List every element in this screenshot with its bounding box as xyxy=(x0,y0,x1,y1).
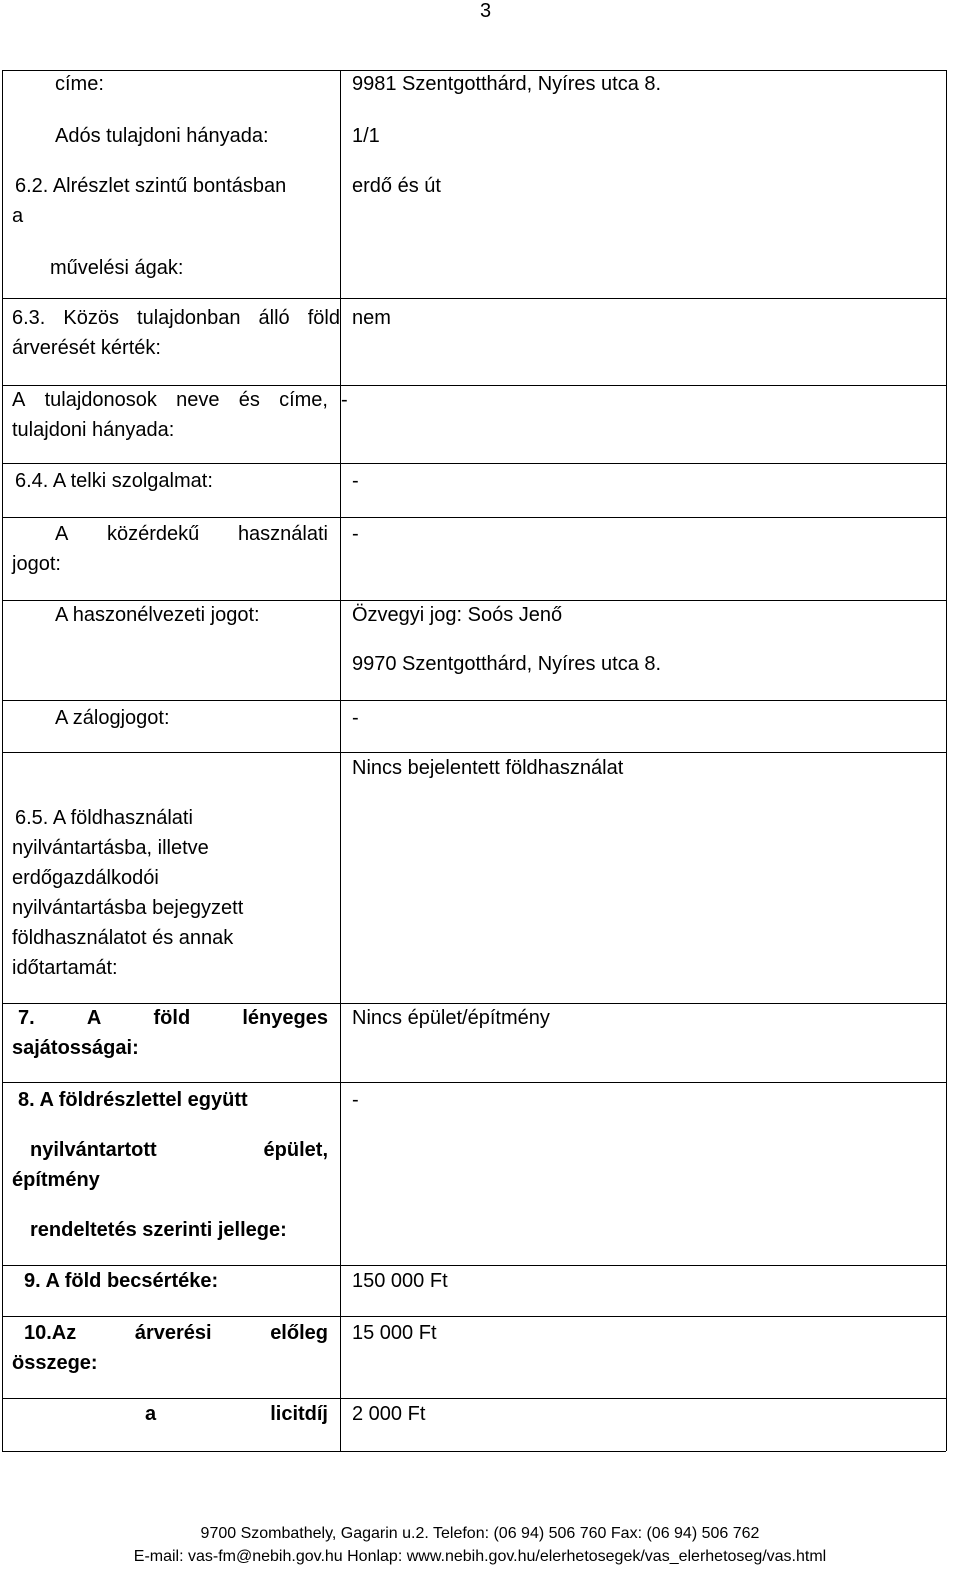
debtor-share-label: Adós tulajdoni hányada: xyxy=(55,125,269,147)
building-label-line1: 8. A földrészlettel együtt xyxy=(18,1089,248,1111)
label-word: és xyxy=(238,389,260,411)
address-value: 9981 Szentgotthárd, Nyíres utca 8. xyxy=(352,73,662,95)
label-word: A xyxy=(86,1007,102,1029)
easement-label: 6.4. A telki szolgalmat: xyxy=(15,470,213,492)
label-word: használati xyxy=(237,523,328,545)
deposit-label-line2: összege: xyxy=(12,1352,98,1374)
label-word: licitdíj xyxy=(270,1403,328,1425)
label-word: Közös xyxy=(63,307,119,329)
features-label-line2: sajátosságai: xyxy=(12,1037,139,1059)
label-word: árverési xyxy=(134,1322,212,1344)
label-word: lényeges xyxy=(242,1007,328,1029)
public-use-value: - xyxy=(352,523,359,545)
building-label-line2 xyxy=(30,1135,328,1165)
land-use-label-line4: nyilvántartásba bejegyzett xyxy=(12,897,244,919)
table-rule xyxy=(2,70,3,1451)
label-word: A xyxy=(12,389,26,411)
label-word: címe, xyxy=(279,389,328,411)
label-word: a xyxy=(145,1403,157,1425)
land-use-value: Nincs bejelentett földhasználat xyxy=(352,757,624,779)
label-word: neve xyxy=(176,389,220,411)
table-rule xyxy=(2,1451,946,1452)
subparcel-value: erdő és út xyxy=(352,175,441,197)
label-word: 10.Az xyxy=(24,1322,77,1344)
subparcel-label-line1: 6.2. Alrészlet szintű bontásban xyxy=(15,175,287,197)
table-rule xyxy=(2,1316,946,1317)
table-rule xyxy=(2,298,946,299)
table-rule xyxy=(2,1398,946,1399)
common-ownership-value: nem xyxy=(352,307,391,329)
label-word: tulajdonosok xyxy=(44,389,157,411)
valuation-value: 150 000 Ft xyxy=(352,1270,448,1292)
owners-label-line2: tulajdoni hányada: xyxy=(12,419,175,441)
building-label-line3: építmény xyxy=(12,1169,100,1191)
address-label: címe: xyxy=(55,73,104,95)
label-word: föld xyxy=(153,1007,191,1029)
label-word: épület, xyxy=(263,1139,328,1161)
table-rule xyxy=(2,463,946,464)
owners-value: - xyxy=(341,389,348,411)
deposit-label-line1 xyxy=(24,1318,328,1348)
page-number: 3 xyxy=(480,0,492,22)
land-use-label-line5: földhasználatot és annak xyxy=(12,927,234,949)
subparcel-label-line2: a xyxy=(12,205,24,227)
label-word: álló xyxy=(258,307,290,329)
table-rule xyxy=(2,517,946,518)
label-word: tulajdonban xyxy=(137,307,241,329)
table-rule xyxy=(2,1082,946,1083)
table-rule xyxy=(340,70,341,1451)
label-word: A xyxy=(55,523,69,545)
owners-label-line1 xyxy=(12,385,328,415)
features-label-line1 xyxy=(18,1003,328,1033)
usufruct-label: A haszonélvezeti jogot: xyxy=(55,604,260,626)
common-ownership-label-line2: árverését kérték: xyxy=(12,337,161,359)
pledge-value: - xyxy=(352,707,359,729)
bid-fee-value: 2 000 Ft xyxy=(352,1403,426,1425)
bid-fee-label xyxy=(145,1399,328,1429)
label-word: közérdekű xyxy=(107,523,200,545)
usufruct-value-line2: 9970 Szentgotthárd, Nyíres utca 8. xyxy=(352,653,662,675)
land-use-label-line6: időtartamát: xyxy=(12,957,118,979)
easement-value: - xyxy=(352,470,359,492)
footer-contact: E-mail: vas-fm@nebih.gov.hu Honlap: www.nebih.gov.hu/elerhetosegek/vas_elerhetoseg/vas.html xyxy=(133,1548,827,1565)
building-value: - xyxy=(352,1089,359,1111)
common-ownership-label-line1 xyxy=(12,303,340,333)
building-label-line4: rendeltetés szerinti jellege: xyxy=(30,1219,287,1241)
land-use-label-line3: erdőgazdálkodói xyxy=(12,867,159,889)
label-word: előleg xyxy=(270,1322,328,1344)
label-word: nyilvántartott xyxy=(30,1139,157,1161)
valuation-label: 9. A föld becsértéke: xyxy=(24,1270,219,1292)
footer-address: 9700 Szombathely, Gagarin u.2. Telefon: (06 94) 506 760 Fax: (06 94) 506 762 xyxy=(200,1525,760,1542)
debtor-share-value: 1/1 xyxy=(352,125,380,147)
subparcel-label-line3: művelési ágak: xyxy=(50,257,184,279)
features-value: Nincs épület/építmény xyxy=(352,1007,550,1029)
table-rule xyxy=(946,70,947,1451)
pledge-label: A zálogjogot: xyxy=(55,707,170,729)
public-use-label-line2: jogot: xyxy=(12,553,61,575)
public-use-label-line1 xyxy=(55,519,328,549)
land-use-label-line2: nyilvántartásba, illetve xyxy=(12,837,209,859)
land-use-label-line1: 6.5. A földhasználati xyxy=(15,807,193,829)
deposit-value: 15 000 Ft xyxy=(352,1322,437,1344)
table-rule xyxy=(2,700,946,701)
usufruct-value-line1: Özvegyi jog: Soós Jenő xyxy=(352,604,563,626)
label-word: 7. xyxy=(18,1007,35,1029)
label-word: föld xyxy=(307,307,340,329)
label-word: 6.3. xyxy=(12,307,46,329)
